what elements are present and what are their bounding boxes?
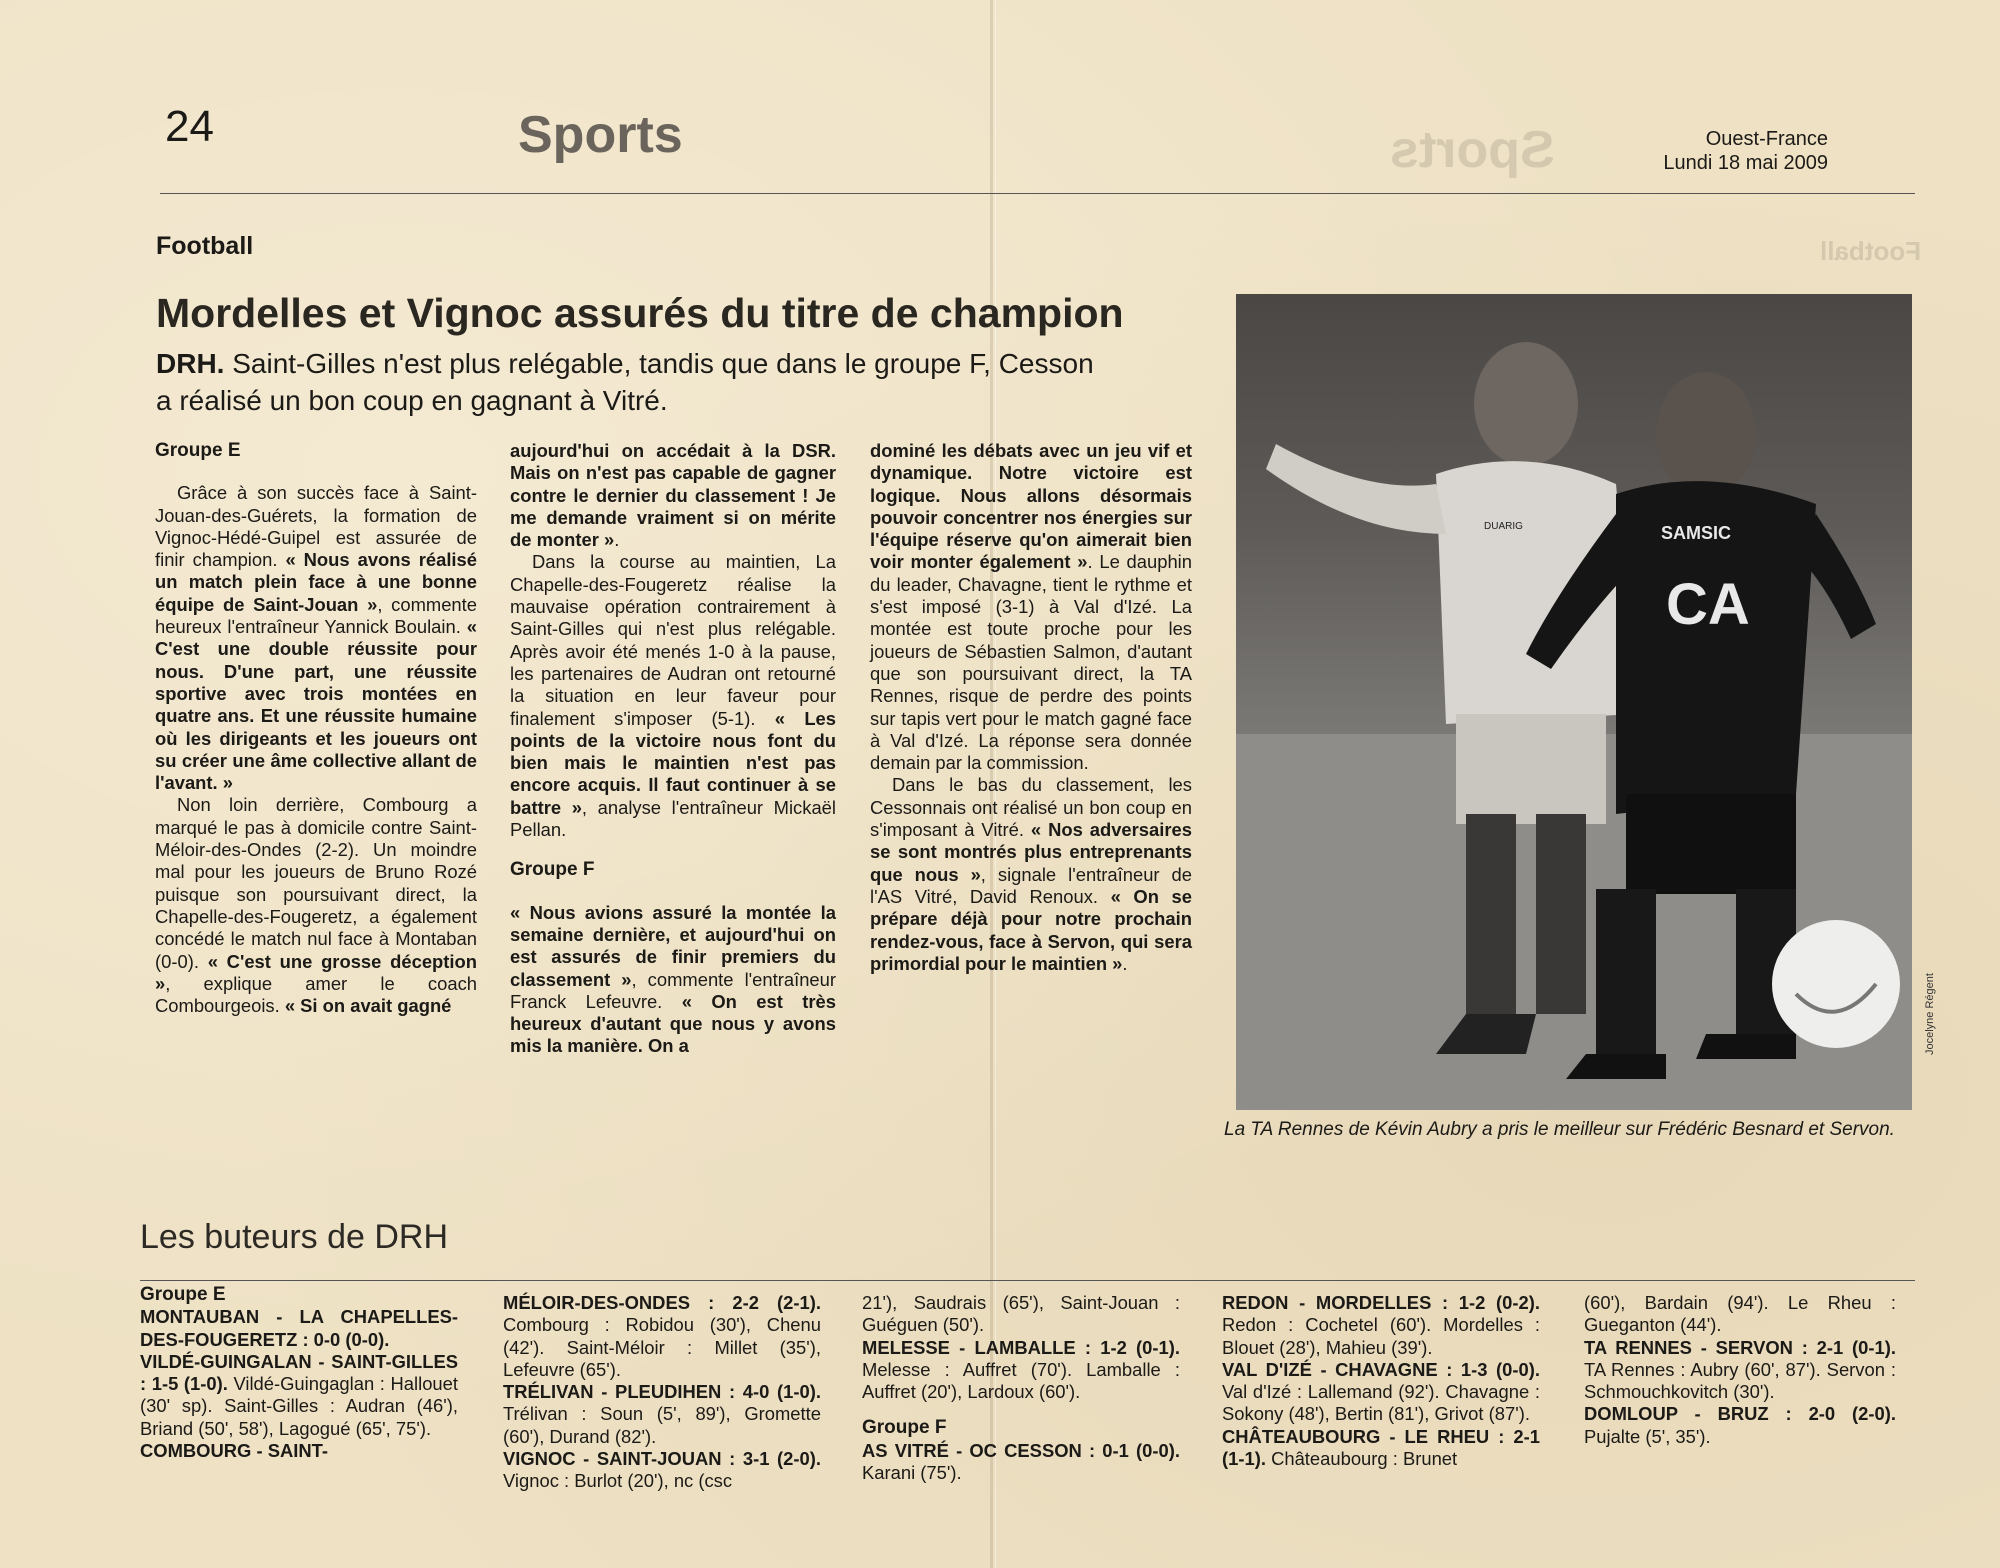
match-score: MÉLOIR-DES-ONDES : 2-2 (2-1). bbox=[503, 1292, 821, 1313]
match-scorers: (60'), Bardain (94'). Le Rheu : Gueganton (44'). bbox=[1584, 1292, 1896, 1336]
scorers-column-1 bbox=[140, 1284, 458, 1462]
shirt-logo: CA bbox=[1666, 572, 1750, 637]
text: , explique amer le coach Combourgeois. bbox=[155, 972, 477, 1017]
match-score: VIGNOC - SAINT-JOUAN : 3-1 (2-0). bbox=[503, 1448, 821, 1470]
match-scorers: 21'), Saudrais (65'), Saint-Jouan : Guéguen (50'). bbox=[862, 1292, 1180, 1336]
article-kicker: Football bbox=[156, 232, 254, 260]
article-column-3 bbox=[870, 440, 1192, 975]
quote: aujourd'hui on accédait à la DSR. Mais on n'est pas capable de gagner contre le dernier du classement ! Je me demande vraiment si on mérite de monter » bbox=[510, 440, 836, 551]
match-result bbox=[140, 1351, 458, 1440]
match-result bbox=[1584, 1292, 1896, 1337]
match-score: MELESSE - LAMBALLE : 1-2 (0-1). bbox=[862, 1336, 1180, 1358]
match-result bbox=[503, 1448, 821, 1493]
group-subhead: Groupe F bbox=[862, 1417, 947, 1439]
match-result bbox=[862, 1337, 1180, 1404]
article-column-1 bbox=[155, 440, 477, 1017]
match-score: TA RENNES - SERVON : 2-1 (0-1). bbox=[1584, 1336, 1896, 1358]
match-result bbox=[140, 1306, 458, 1351]
quote: « Si on avait gagné bbox=[284, 995, 452, 1017]
match-score: AS VITRÉ - OC CESSON : 0-1 (0-0). bbox=[862, 1439, 1180, 1461]
photo-credit: Jocelyne Régent bbox=[1924, 973, 1936, 1055]
match-score: VAL D'IZÉ - CHAVAGNE : 1-3 (0-0). bbox=[1222, 1358, 1540, 1380]
text: Grâce à son succès face à Saint-Jouan-des-Guérets, la formation de Vignoc-Hédé-Guipel est assurée de finir champion. bbox=[155, 482, 477, 571]
match-scorers: Karani (75'). bbox=[862, 1462, 962, 1484]
show-through-text: Football bbox=[1820, 236, 1922, 266]
match-result bbox=[503, 1381, 821, 1448]
match-score: COMBOURG - SAINT- bbox=[140, 1440, 328, 1462]
text: . bbox=[614, 529, 620, 551]
quote: « C'est une grosse déception » bbox=[155, 950, 477, 994]
match-scorers: Combourg : Robidou (30'), Chenu (42'). Saint-Méloir : Millet (35'), Lefeuvre (65'). bbox=[503, 1314, 821, 1380]
show-through-text: Sports bbox=[1390, 121, 1555, 179]
text: . Le dauphin du leader, Chavagne, tient le rythme et s'est imposé (3-1) à Val d'Izé. La montée est toute proche pour les joueurs de Sébastien Salmon, d'autant que son poursuivant direct, la TA Rennes, risque de perdre des points sur tapis vert pour le match gagné face à Val d'Izé. La réponse sera donnée demain par la commission. bbox=[870, 551, 1192, 774]
section-title: Sports bbox=[518, 106, 683, 164]
match-scorers: Vildé-Guingaglan : Hallouet (30' sp). Saint-Gilles : Audran (46'), Briand (50', 58'), Lagogué (65', 75'). bbox=[140, 1373, 458, 1439]
match-result bbox=[1222, 1359, 1540, 1426]
match-scorers: Val d'Izé : Lallemand (92'). Chavagne : Sokony (48'), Bertin (81'), Grivot (87'). bbox=[1222, 1381, 1540, 1425]
match-score: CHÂTEAUBOURG - LE RHEU : 2-1 (1-1). bbox=[1222, 1425, 1540, 1470]
paragraph bbox=[870, 440, 1192, 774]
quote: « On est très heureux d'autant que nous y avons mis la manière. On a bbox=[510, 990, 836, 1057]
publication-date: Lundi 18 mai 2009 bbox=[1663, 152, 1828, 174]
paragraph bbox=[155, 482, 477, 794]
standfirst-lead: DRH. bbox=[156, 348, 225, 379]
paragraph bbox=[870, 774, 1192, 975]
match-result bbox=[140, 1440, 458, 1462]
photo-caption: La TA Rennes de Kévin Aubry a pris le meilleur sur Frédéric Besnard et Servon. bbox=[1224, 1119, 1895, 1140]
header-rule bbox=[160, 193, 1915, 194]
text: , signale l'entraîneur de l'AS Vitré, David Renoux. bbox=[870, 863, 1192, 907]
text: . bbox=[1122, 952, 1128, 974]
paragraph bbox=[510, 551, 836, 841]
text: Non loin derrière, Combourg a marqué le pas à domicile contre Saint-Méloir-des-Ondes (2-2). Un moindre mal pour les joueurs de Bruno Rozé puisque son poursuivant direct, la Chapelle-des-Fougeretz, a également concédé le match nul face à Montaban (0-0). bbox=[155, 794, 477, 972]
quote: dominé les débats avec un jeu vif et dynamique. Notre victoire est logique. Nous allons désormais pouvoir concentrer nos énergies sur l'équipe réserve qu'on aimerait bien voir monter également » bbox=[870, 440, 1192, 573]
group-subhead: Groupe E bbox=[140, 1284, 226, 1305]
group-subhead: Groupe F bbox=[510, 859, 595, 881]
match-score: DOMLOUP - BRUZ : 2-0 (2-0). bbox=[1584, 1403, 1896, 1425]
match-scorers: Trélivan : Soun (5', 89'), Gromette (60'), Durand (82'). bbox=[503, 1403, 821, 1447]
match-scorers: Châteaubourg : Brunet bbox=[1265, 1448, 1458, 1470]
text: , commente heureux l'entraîneur Yannick Boulain. bbox=[155, 593, 478, 638]
match-result bbox=[1222, 1426, 1540, 1471]
newspaper-name: Ouest-France bbox=[1705, 128, 1828, 150]
quote: « Nous avions assuré la montée la semaine dernière, et aujourd'hui on est assurés de finir premiers du classement » bbox=[510, 901, 836, 990]
article-headline: Mordelles et Vignoc assurés du titre de champion bbox=[156, 290, 1124, 336]
page-number: 24 bbox=[165, 102, 214, 151]
football-players-illustration bbox=[1236, 294, 1912, 1110]
article-standfirst bbox=[156, 345, 1116, 419]
match-score: TRÉLIVAN - PLEUDIHEN : 4-0 (1-0). bbox=[503, 1381, 821, 1403]
text: Dans la course au maintien, La Chapelle-des-Fougeretz réalise la mauvaise opération contrairement à Saint-Gilles qui n'est plus relégable. Après avoir été menés 1-0 à la pause, les partenaires de Audran ont retourné la situation en leur faveur pour finalement s'imposer (5-1). bbox=[510, 551, 836, 729]
match-result bbox=[1584, 1337, 1896, 1404]
quote: « Nous avons réalisé un match plein face à une bonne équipe de Saint-Jouan » bbox=[155, 549, 477, 615]
scorers-column-3 bbox=[862, 1292, 1180, 1484]
text: , analyse l'entraîneur Mickaël Pellan. bbox=[510, 796, 836, 841]
scorers-column-2 bbox=[503, 1292, 821, 1493]
quote: « C'est une double réussite pour nous. D'une part, une réussite sportive avec trois montées en quatre ans. Et une réussite humaine où les dirigeants et les joueurs ont su créer une âme collective allant de l'avant. » bbox=[155, 616, 477, 794]
scorers-column-5 bbox=[1584, 1292, 1896, 1448]
match-result bbox=[503, 1292, 821, 1381]
shirt-sponsor-text: SAMSIC bbox=[1661, 523, 1732, 543]
text: Dans le bas du classement, les Cessonnais ont réalisé un bon coup en s'imposant à Vitré. bbox=[870, 774, 1192, 841]
shirt-sponsor-text: DUARIG bbox=[1484, 521, 1523, 532]
match-score: REDON - MORDELLES : 1-2 (0-2). bbox=[1222, 1292, 1540, 1313]
match-score: VILDÉ-GUINGALAN - SAINT-GILLES : 1-5 (1-0). bbox=[140, 1350, 458, 1395]
paragraph bbox=[510, 440, 836, 551]
scorers-section-title: Les buteurs de DRH bbox=[140, 1218, 449, 1256]
match-result bbox=[862, 1440, 1180, 1485]
quote: « Nos adversaires se sont montrés plus entreprenants que nous » bbox=[870, 819, 1192, 885]
match-scorers: TA Rennes : Aubry (60', 87'). Servon : Schmouchkovitch (30'). bbox=[1584, 1358, 1896, 1403]
match-score: MONTAUBAN - LA CHAPELLES-DES-FOUGERETZ : 0-0 (0-0). bbox=[140, 1306, 458, 1350]
paragraph bbox=[510, 902, 836, 1058]
article-column-2 bbox=[510, 440, 836, 1058]
match-scorers: Redon : Cochetel (60'). Mordelles : Blouet (28'), Mahieu (39'). bbox=[1222, 1314, 1540, 1358]
scorers-rule bbox=[140, 1280, 1915, 1281]
football bbox=[1772, 920, 1900, 1048]
text: , commente l'entraîneur Franck Lefeuvre. bbox=[510, 968, 836, 1012]
scorers-column-4 bbox=[1222, 1292, 1540, 1470]
match-result bbox=[862, 1292, 1180, 1337]
paragraph bbox=[155, 794, 477, 1017]
quote: « On se prépare déjà pour notre prochain rendez-vous, face à Servon, qui sera primordial pour le maintien » bbox=[870, 885, 1192, 974]
group-subhead: Groupe E bbox=[155, 440, 241, 461]
match-scorers: Pujalte (5', 35'). bbox=[1584, 1425, 1711, 1447]
article-photo bbox=[1236, 294, 1912, 1110]
quote: « Les points de la victoire nous font du bien mais le maintien n'est pas encore acquis. Il faut continuer à se battre » bbox=[510, 707, 837, 818]
standfirst-text: Saint-Gilles n'est plus relégable, tandis que dans le groupe F, Cesson a réalisé un bon coup en gagnant à Vitré. bbox=[156, 348, 1094, 416]
match-scorers: Vignoc : Burlot (20'), nc (csc bbox=[503, 1470, 733, 1492]
match-result bbox=[1222, 1292, 1540, 1359]
match-result bbox=[1584, 1403, 1896, 1448]
match-scorers: Melesse : Auffret (70'). Lamballe : Auffret (20'), Lardoux (60'). bbox=[862, 1358, 1180, 1403]
